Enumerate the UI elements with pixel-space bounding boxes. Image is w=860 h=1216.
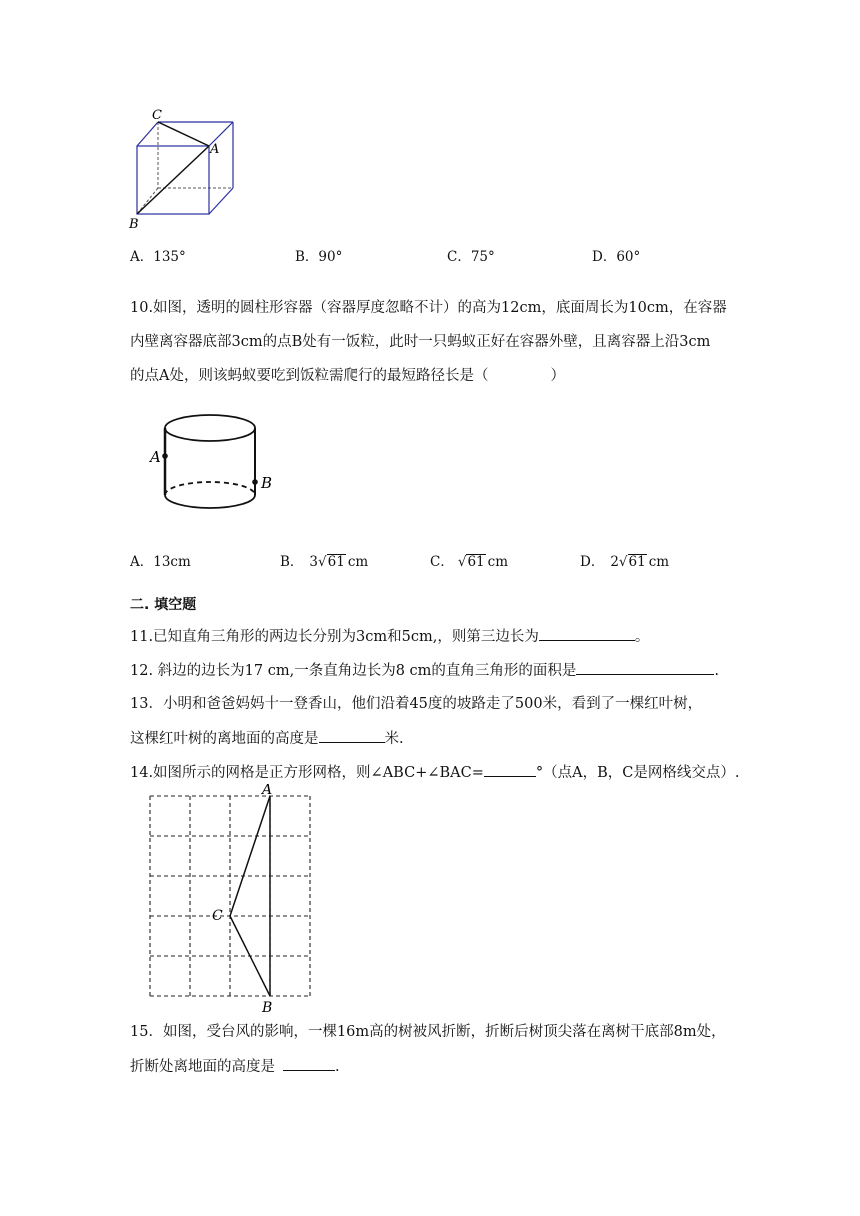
cylinder-label-b: B [261, 474, 273, 492]
q13-line-1: 13．小明和爸爸妈妈十一登香山，他们沿着45度的坡路走了500米，看到了一棵红叶树， [130, 696, 703, 712]
q14-blank [484, 762, 536, 777]
q10-line-3 [130, 366, 565, 386]
grid-label-a: A [262, 784, 273, 798]
q9-option-b: B．90° [295, 249, 343, 265]
q14-line: 14.如图所示的网格是正方形网格，则∠ABC+∠BAC= °（点A，B，C是网格线交点）. [130, 762, 739, 783]
q13-blank [319, 728, 385, 743]
q10-line-2: 内壁离容器底部3cm的点B处有一饭粒，此时一只蚂蚁正好在容器外壁，且离容器上沿3cm [130, 334, 711, 350]
q9-option-c: C．75° [447, 249, 495, 265]
q10-option-c: C． √61 cm [430, 554, 509, 570]
q11-line: 11.已知直角三角形的两边长分别为3cm和5cm,，则第三边长为 。 [130, 626, 649, 647]
cube-label-b: B [129, 217, 139, 230]
q15-blank [283, 1056, 335, 1071]
section-title: 二. 填空题 [130, 597, 197, 613]
grid-figure [140, 784, 330, 1014]
cylinder-label-a: A [150, 448, 161, 466]
cube-label-c: C [152, 108, 162, 123]
q11-blank [539, 626, 635, 641]
q15-line-2: 折断处离地面的高度是 . [130, 1056, 340, 1077]
cylinder-figure [145, 410, 280, 520]
q10-option-b: B． 3√61 cm [280, 554, 369, 570]
q10-line-1: 10.如图，透明的圆柱形容器（容器厚度忽略不计）的高为12cm，底面周长为10cm，在容器 [130, 300, 727, 316]
q15-line-1: 15．如图，受台风的影响，一棵16m高的树被风折断，折断后树顶尖落在离树干底部8m处， [130, 1024, 726, 1040]
cube-label-a: A [210, 142, 220, 157]
grid-label-b: B [262, 1000, 273, 1014]
q10-option-d: D． 2√61 cm [580, 554, 670, 570]
q12-blank [576, 660, 714, 675]
q10-close-paren: ） [550, 368, 565, 384]
q9-option-a: A．135° [130, 249, 186, 265]
q12-line: 12. 斜边的边长为17 cm,一条直角边长为8 cm的直角三角形的面积是 . [130, 660, 719, 681]
q10-line-3-text: 的点A处，则该蚂蚁要吃到饭粒需爬行的最短路径长是（ [130, 368, 489, 384]
cube-figure [125, 108, 240, 230]
q13-line-2: 这棵红叶树的离地面的高度是 米. [130, 728, 404, 749]
grid-label-c: C [212, 908, 223, 924]
q9-option-d: D．60° [592, 249, 641, 265]
q10-option-a: A．13cm [130, 554, 191, 570]
